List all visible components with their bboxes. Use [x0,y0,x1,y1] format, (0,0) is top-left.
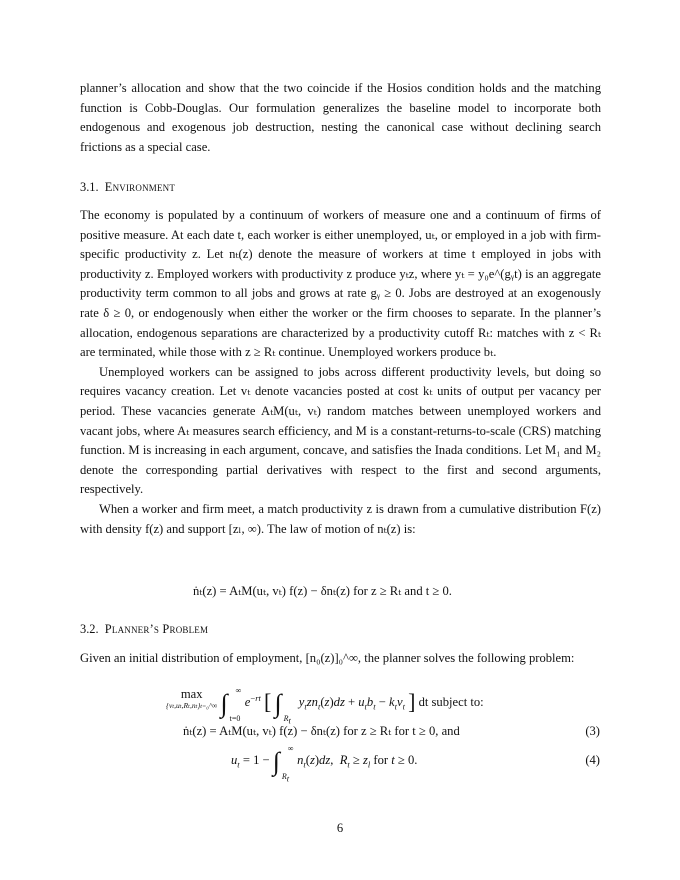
planner-intro [80,649,601,669]
max-subscript: {vₜ,uₜ,Rₜ,nₜ}ₜ₌₀^∞ [166,701,218,710]
section-heading-planner [80,621,208,637]
section-number: 3.2. [80,622,99,636]
environment-paragraph-1: The economy is populated by a continuum of workers of measure one and a continuum of firms of positive measure. At each date t, each worker is either unemployed, uₜ, or employed in a job with firm-specific productivity z. Let nₜ(z) denote the measure of workers at time t employed in jobs with productivity z. Employed workers with productivity z produce yₜz, where yₜ = y₀e^(gᵧt) is an aggregate productivity term common to all jobs and grows at rate gᵧ ≥ 0. Jobs are destroyed at an exogenously rate δ ≥ 0, or endogenously when either the worker or the firm chooses to separate. In the planner’s allocation, endogenous separations are characterized by a productivity cutoff Rₜ: matches with z < Rₜ are terminated, while those with z ≥ Rₜ continue. Unemployed workers produce bₜ. [80,208,601,360]
constraint-3-text: ṅₜ(z) = AₜM(uₜ, vₜ) f(z) − δnₜ(z) for z ≥ Rₜ for t ≥ 0, and [183,724,460,738]
page-number: 6 [336,821,344,835]
environment-paragraph-3: When a worker and firm meet, a match productivity z is drawn from a cumulative distribution F(z) with density f(z) and support [zₗ, ∞). The law of motion of nₜ(z) is: [80,501,601,536]
intro-text: planner’s allocation and show that the two coincide if the Hosios condition holds and the matching function is Cobb-Douglas. Our formulation generalizes the baseline model to incorporate both endogenous and exogenous job destruction, nesting the canonical case without declining search frictions as a special case. [80,81,601,154]
max-word: max [180,687,203,701]
planner-intro-text: Given an initial distribution of employment, [n₀(z)]₀^∞, the planner solves the following problem: [80,651,575,665]
objective-tail: dt subject to: [418,695,484,709]
max-operator [166,688,217,710]
intro-paragraph [80,79,601,157]
section-heading-environment [80,179,175,195]
environment-section [80,206,601,539]
constraint-3-equation [183,722,460,740]
law-of-motion-equation [193,582,452,600]
objective-equation: max {vₜ,uₜ,Rₜ,nₜ}ₜ₌₀^∞ ∫ ∞ t=0 $e^{-rt}$ [ ∫ $R_t$ $y_tzn_t(z)dz + u_tb_t - k_tv_t$ ] dt subject to: [166,686,484,726]
constraint-4-equation: $u_t = 1$ − ∫ ∞ $R_t$ $n_t(z)dz$, $R_t \ge z_l$ for t ≥ 0. [231,744,418,784]
equation-number-4: (4) [585,753,600,767]
section-title: Planner’s Problem [104,622,209,636]
integral-sign: ∫ [272,747,280,776]
integral-sign: ∫ [220,689,228,718]
environment-paragraph-2: Unemployed workers can be assigned to jobs across different productivity levels, but doing so requires vacancy creation. Let vₜ denote vacancies posted at cost kₜ units of output per vacancy per period. These vacancies generate AₜM(uₜ, vₜ) random matches between unemployed workers and vacant jobs, where Aₜ measures search efficiency, and M is a constant-returns-to-scale (CRS) matching function. M is increasing in each argument, concave, and satisfies the Inada conditions. Let M₁ and M₂ denote the corresponding partial derivatives with respect to the first and second arguments, respectively. [80,364,601,497]
equation-number-3: (3) [585,724,600,738]
section-number: 3.1. [80,180,99,194]
section-title: Environment [104,180,176,194]
equation-text: ṅₜ(z) = AₜM(uₜ, vₜ) f(z) − δnₜ(z) for z ≥ Rₜ and t ≥ 0. [193,584,452,598]
inner-integral-sign: ∫ [274,689,282,718]
